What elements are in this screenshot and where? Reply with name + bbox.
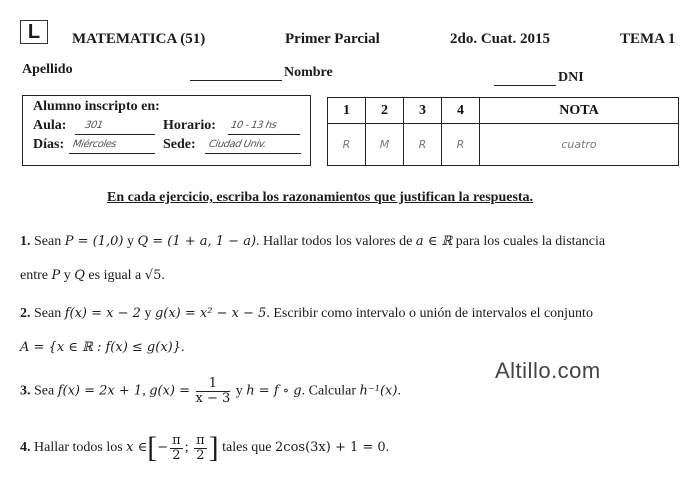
student-info-box	[22, 95, 311, 166]
surname-label: Apellido	[22, 62, 73, 77]
exercise-2-line-1: 2. Sean f(x) = x − 2 y g(x) = x² − x − 5. Escribir como intervalo o unión de intervalos el conjunto	[20, 306, 593, 321]
enrolled-label: Alumno inscripto en:	[33, 99, 160, 114]
exercise-4: 4. Hallar todos los x ∈[− $\frac{\pi}{2}$ ; $\frac{\pi}{2}$ ] tales que 2cos(3x) + 1 = 0.	[20, 431, 390, 464]
name-label: Nombre	[284, 65, 333, 80]
classroom-label: Aula:	[33, 118, 67, 133]
days-line	[69, 153, 155, 154]
campus-label: Sede:	[163, 137, 196, 152]
name-line	[494, 85, 556, 86]
classroom-value: 301	[84, 120, 104, 131]
grade-table	[327, 97, 679, 166]
grade-header-4: 4	[442, 98, 480, 124]
topic-label: TEMA 1	[620, 31, 676, 47]
score-ex4: R	[442, 124, 480, 166]
subject-title: MATEMATICA (51)	[72, 31, 206, 47]
instructions: En cada ejercicio, escriba los razonamientos que justifican la respuesta.	[107, 190, 534, 205]
fraction-neg-pi-half: $\frac{\pi}{2}$	[172, 432, 181, 463]
surname-line	[190, 80, 282, 81]
grade-header-1: 1	[328, 98, 366, 124]
campus-line	[205, 153, 301, 154]
grade-header-3: 3	[404, 98, 442, 124]
schedule-line	[228, 134, 300, 135]
exercise-1-line-2: entre P y Q es igual a √5.	[20, 268, 165, 283]
exam-code-letter: L	[20, 20, 48, 44]
grade-header-nota: NOTA	[480, 98, 679, 124]
dni-label: DNI	[558, 70, 584, 85]
watermark: Altillo.com	[495, 358, 601, 383]
term-label: 2do. Cuat. 2015	[450, 31, 551, 47]
final-grade: cuatro	[480, 124, 679, 166]
campus-value: Ciudad Univ.	[208, 139, 267, 150]
schedule-value: 10 - 13 hs	[230, 120, 278, 131]
fraction-g: $\frac{1}{x - 3}$	[195, 376, 231, 406]
score-ex2: M	[366, 124, 404, 166]
classroom-line	[75, 134, 155, 135]
days-label: Días:	[33, 137, 65, 152]
score-ex1: R	[328, 124, 366, 166]
exercise-1-line-1: 1. Sean P = (1,0) y Q = (1 + a, 1 − a). Hallar todos los valores de a ∈ ℝ para los cuales la distancia	[20, 234, 606, 249]
days-value: Miércoles	[72, 139, 117, 150]
exercise-3: 3. Sea f(x) = 2x + 1, g(x) = $\frac{1}{x - 3}$ y h = f ∘ g. Calcular h⁻¹(x).	[20, 376, 401, 406]
fraction-pi-half: $\frac{\pi}{2}$	[196, 432, 205, 463]
exercise-2-line-2: A = {x ∈ ℝ : f(x) ≤ g(x)}.	[20, 340, 185, 355]
exam-title: Primer Parcial	[285, 31, 380, 47]
grade-header-2: 2	[366, 98, 404, 124]
score-ex3: R	[404, 124, 442, 166]
schedule-label: Horario:	[163, 118, 216, 133]
